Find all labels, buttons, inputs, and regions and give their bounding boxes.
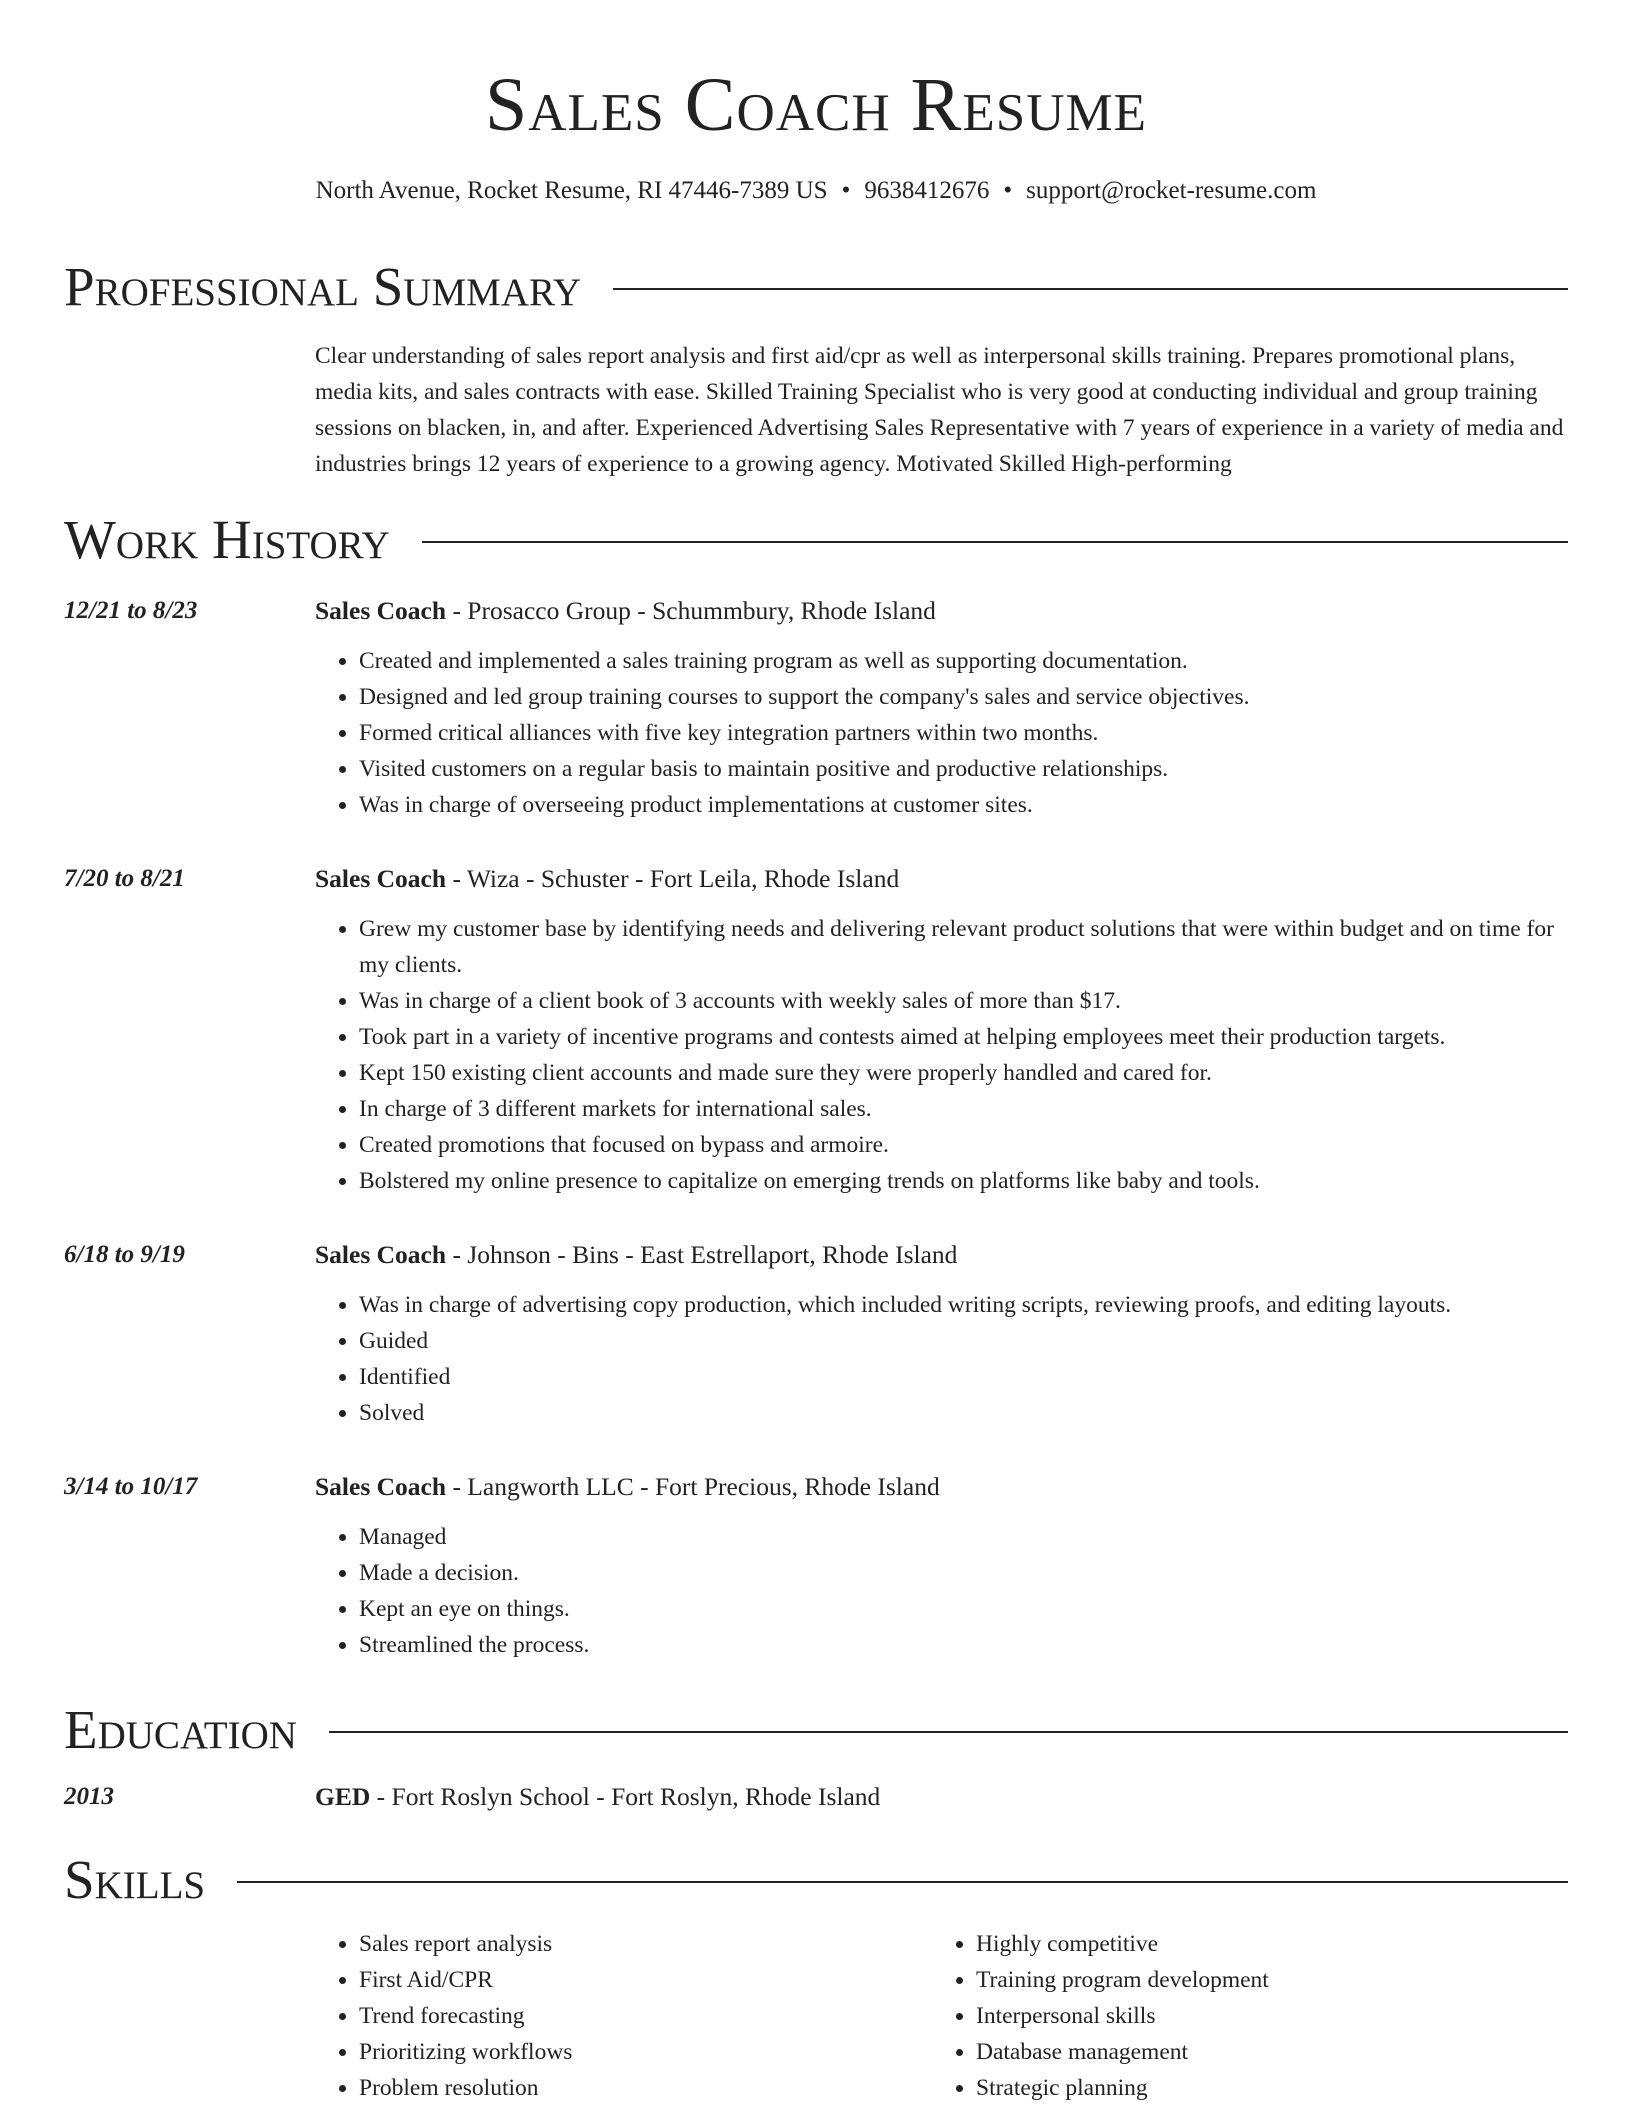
job-bullet: • Was in charge of a client book of 3 accounts with weekly sales of more than $17. xyxy=(359,983,1568,1019)
job-detail: - Prosacco Group - Schummbury, Rhode Island xyxy=(446,596,936,625)
job-dates: 7/20 to 8/21 xyxy=(64,865,185,892)
section-title-skills: Skills xyxy=(64,1849,206,1910)
section-rule xyxy=(613,288,1568,290)
education-role xyxy=(315,1779,880,1815)
skill-item: • Highly competitive xyxy=(976,1926,1596,1962)
education-detail: - Fort Roslyn School - Fort Roslyn, Rhode Island xyxy=(370,1782,881,1811)
section-title-summary: Professional Summary xyxy=(64,256,582,317)
job-bullet: • Created promotions that focused on bypass and armoire. xyxy=(359,1127,1568,1163)
skill-item: • Problem resolution xyxy=(359,2070,919,2106)
skills-list-right xyxy=(932,1926,1596,2106)
job-bullet: • Solved xyxy=(359,1395,1568,1431)
job-bullet: • Made a decision. xyxy=(359,1555,1568,1591)
section-rule xyxy=(237,1881,1568,1883)
job-bullet: • Visited customers on a regular basis to maintain positive and productive relationships. xyxy=(359,751,1568,787)
section-header-work-history xyxy=(64,508,1568,572)
job-dates: 6/18 to 9/19 xyxy=(64,1241,185,1268)
section-rule xyxy=(329,1731,1568,1733)
job-bullet: • In charge of 3 different markets for international sales. xyxy=(359,1091,1568,1127)
job-bullets xyxy=(315,1287,1568,1431)
education-year: 2013 xyxy=(64,1783,114,1810)
job-title: Sales Coach xyxy=(315,1472,447,1501)
job-dates: 12/21 to 8/23 xyxy=(64,597,198,624)
section-header-education xyxy=(64,1698,1568,1762)
job-detail: - Johnson - Bins - East Estrellaport, Rhode Island xyxy=(446,1240,958,1269)
job-role xyxy=(315,1469,940,1505)
job-bullet: • Formed critical alliances with five key integration partners within two months. xyxy=(359,715,1568,751)
contact-separator: • xyxy=(841,177,851,204)
job-role xyxy=(315,861,899,897)
skill-item: • Strategic planning xyxy=(976,2070,1596,2106)
job-bullets xyxy=(315,911,1568,1199)
contact-line xyxy=(0,175,1632,207)
job-role xyxy=(315,593,936,629)
job-bullet: • Kept 150 existing client accounts and made sure they were properly handled and cared for. xyxy=(359,1055,1568,1091)
job-bullets xyxy=(315,643,1568,823)
education-degree: GED xyxy=(315,1782,371,1811)
skill-item: • Database management xyxy=(976,2034,1596,2070)
skills-list-left xyxy=(315,1926,919,2106)
contact-phone: 9638412676 xyxy=(864,177,990,204)
job-bullets xyxy=(315,1519,1568,1663)
job-bullet: • Managed xyxy=(359,1519,1568,1555)
section-title-education: Education xyxy=(64,1699,297,1760)
job-dates: 3/14 to 10/17 xyxy=(64,1473,198,1500)
resume-title: Sales Coach Resume xyxy=(485,63,1147,147)
job-bullet: • Was in charge of overseeing product implementations at customer sites. xyxy=(359,787,1568,823)
skill-item: • Interpersonal skills xyxy=(976,1998,1596,2034)
job-bullet: • Created and implemented a sales training program as well as supporting documentation. xyxy=(359,643,1568,679)
section-title-work-history: Work History xyxy=(64,509,390,570)
skill-item: • Prioritizing workflows xyxy=(359,2034,919,2070)
skill-item: • First Aid/CPR xyxy=(359,1962,919,1998)
section-rule xyxy=(422,541,1568,543)
job-detail: - Langworth LLC - Fort Precious, Rhode Island xyxy=(446,1472,940,1501)
job-detail: - Wiza - Schuster - Fort Leila, Rhode Island xyxy=(446,864,900,893)
job-bullet: • Streamlined the process. xyxy=(359,1627,1568,1663)
contact-email: support@rocket-resume.com xyxy=(1026,177,1317,204)
job-title: Sales Coach xyxy=(315,1240,447,1269)
job-role xyxy=(315,1237,957,1273)
job-bullet: • Was in charge of advertising copy production, which included writing scripts, reviewing proofs, and editing layouts. xyxy=(359,1287,1568,1323)
job-bullet: • Kept an eye on things. xyxy=(359,1591,1568,1627)
contact-address: North Avenue, Rocket Resume, RI 47446-7389 US xyxy=(315,177,828,204)
summary-text: Clear understanding of sales report analysis and first aid/cpr as well as interpersonal skills training. Prepares promotional plans, media kits, and sales contracts with ease. Skilled Training Specialist who is very good at conducting individual and group training sessions on blacken, in, and after. Experienced Advertising Sales Representative with 7 years of experience in a variety of media and industries brings 12 years of experience to a growing agency. Motivated Skilled High-performing xyxy=(315,343,1564,477)
job-bullet: • Took part in a variety of incentive programs and contests aimed at helping employees meet their production targets. xyxy=(359,1019,1568,1055)
contact-separator: • xyxy=(1003,177,1013,204)
skill-item: • Training program development xyxy=(976,1962,1596,1998)
job-bullet: • Guided xyxy=(359,1323,1568,1359)
job-bullet: • Designed and led group training courses to support the company's sales and service objectives. xyxy=(359,679,1568,715)
job-bullet: • Grew my customer base by identifying needs and delivering relevant product solutions that were within budget and on time for my clients. xyxy=(359,911,1568,983)
job-title: Sales Coach xyxy=(315,864,447,893)
job-bullet: • Identified xyxy=(359,1359,1568,1395)
job-bullet: • Bolstered my online presence to capitalize on emerging trends on platforms like baby and tools. xyxy=(359,1163,1568,1199)
section-header-skills xyxy=(64,1848,1568,1912)
skill-item: • Trend forecasting xyxy=(359,1998,919,2034)
section-header-summary xyxy=(64,255,1568,319)
job-title: Sales Coach xyxy=(315,596,447,625)
skill-item: • Sales report analysis xyxy=(359,1926,919,1962)
